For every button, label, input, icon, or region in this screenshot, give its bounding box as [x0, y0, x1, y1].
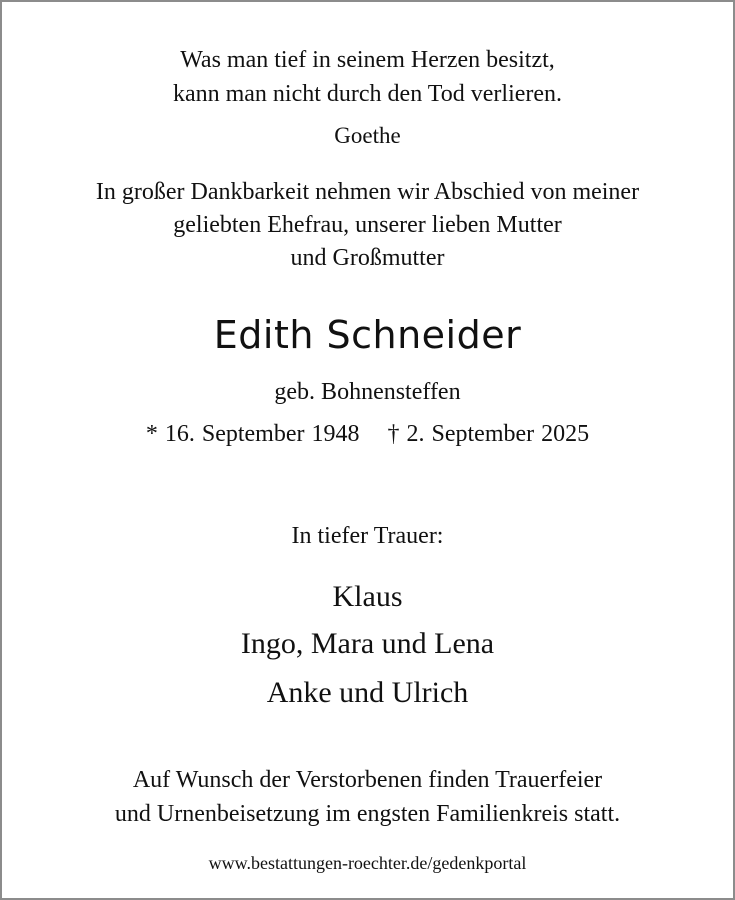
intro-line-1: In großer Dankbarkeit nehmen wir Abschied von meiner — [95, 179, 640, 205]
quote-author: Goethe — [334, 123, 401, 148]
quote-line-2: kann man nicht durch den Tod verlieren. — [172, 81, 563, 107]
mourner-line: Anke und Ulrich — [266, 676, 469, 709]
memorial-portal-link[interactable]: www.bestattungen-roechter.de/gedenkportal — [208, 853, 527, 873]
intro-line-3: und Großmutter — [290, 245, 445, 271]
intro-line-2: geliebten Ehefrau, unserer lieben Mutter — [173, 212, 562, 238]
quote-line-1: Was man tief in seinem Herzen besitzt, — [180, 47, 555, 73]
maiden-name: geb. Bohnensteffen — [274, 379, 461, 405]
deceased-name: Edith Schneider — [213, 313, 522, 357]
notice-line-1: Auf Wunsch der Verstorbenen finden Trauerfeier — [132, 767, 603, 793]
notice-line-2: und Urnenbeisetzung im engsten Familienkreis statt. — [114, 801, 621, 827]
life-dates: * 16. September 1948 † 2. September 2025 — [145, 421, 590, 447]
mourning-heading: In tiefer Trauer: — [291, 523, 444, 549]
mourner-line: Klaus — [332, 580, 403, 613]
mourner-line: Ingo, Mara und Lena — [240, 627, 495, 660]
